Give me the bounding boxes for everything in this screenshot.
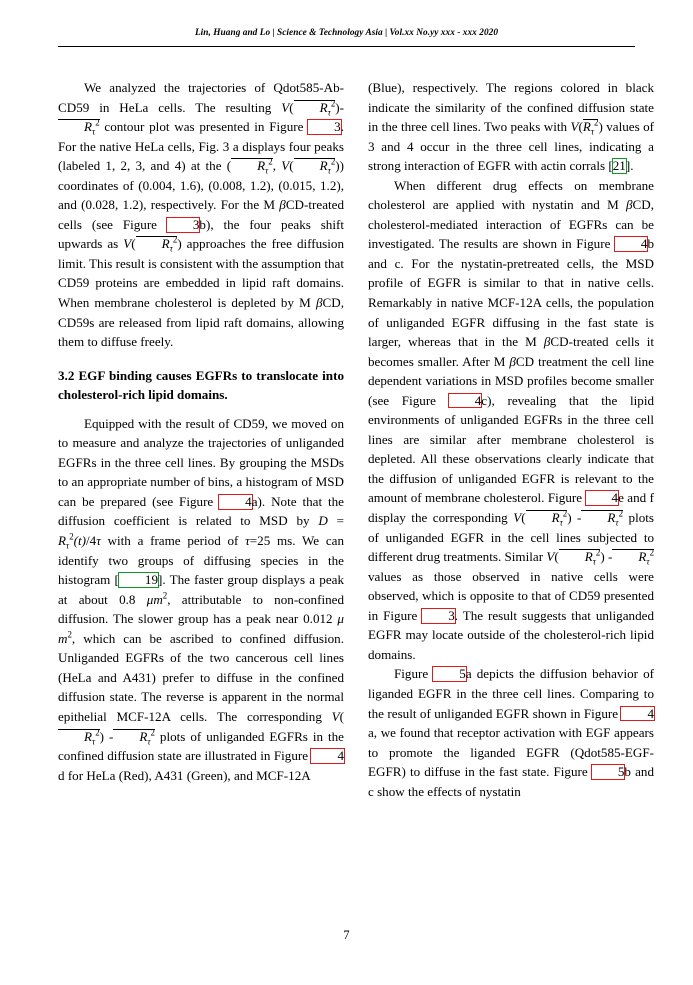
text-run: Equipped with the result of CD59, we moved on to measure and analyze the trajectories of unliganded EGFRs in the three cell lines. By grouping the MSDs to an appropriate number of bins, a histogram of MSD can be prepared (see Figure: [58, 415, 344, 509]
math-R: R: [319, 99, 328, 115]
math-exp: 2: [562, 508, 568, 519]
math-R: R: [582, 119, 591, 135]
math-tau: τ: [169, 243, 173, 254]
math-exp: 2: [150, 727, 155, 738]
text-run: contour plot was presented in Figure: [99, 119, 309, 135]
figure-reference-link[interactable]: 4: [620, 706, 655, 722]
math-tau: τ: [592, 556, 596, 567]
running-head-text: Lin, Huang and Lo | Science & Technology Asia | Vol.xx No.yy xxx - xxx 2020: [194, 28, 499, 38]
math-tau: τ: [327, 165, 331, 176]
math-exp: 2: [95, 117, 100, 128]
math-R: R: [58, 533, 66, 549]
text-run: b and c show the effects of nystatin: [368, 764, 654, 799]
page-number: 7: [343, 928, 350, 942]
math-tau: τ: [66, 540, 70, 551]
figure-reference-link[interactable]: 3: [421, 608, 456, 624]
figure-reference-link[interactable]: 4: [585, 490, 620, 506]
math-exp: 2: [268, 156, 273, 167]
text-run: CD-treated cells it becomes smaller. After M: [368, 334, 654, 369]
text-run: ]. The faster group displays a peak at about 0.8: [58, 572, 344, 607]
right-column: [368, 78, 654, 908]
text-run: (Blue), respectively. The regions colored in black indicate the similarity of the confined diffusion state in the three cell lines. Two peaks with: [368, 80, 654, 135]
text-run: ) values of 3 and 4 occur in the three cell lines, indicating a strong interaction of EGFR with actin corrals [: [368, 119, 654, 174]
math-V: V: [570, 119, 579, 135]
math-R: R: [139, 728, 148, 744]
body-columns: [58, 78, 655, 908]
text-run: d for HeLa (Red), A431 (Green), and MCF-12A: [58, 767, 311, 783]
text-run: CD, cholesterol-mediated interaction of EGFRs can be investigated. The results are shown in Figure: [368, 197, 654, 252]
text-run: ) approaches the free diffusion limit. This result is consistent with the assumption that CD59 proteins are embedded in lipid raft domains. When membrane cholesterol is depleted by M: [58, 236, 344, 311]
math-exp: 2: [95, 727, 100, 738]
text-run: ) -: [567, 510, 582, 526]
text-run: c), revealing that the lipid environments of unliganded EGFRs in the three cell lines are similar after membrane cholesterol is depleted. All these observations clearly indicate that the diffusion of unliganded EGFR is relevant to the amount of membrane cholesterol. Figure: [368, 392, 655, 506]
math-tau: τ: [265, 165, 269, 176]
section-heading-3-2: 3.2 EGF binding causes EGFRs to translocate into cholesterol-rich lipid domains.: [58, 367, 344, 403]
text-run: b), the four peaks shift upwards as: [58, 216, 344, 252]
math-R: R: [161, 236, 170, 252]
math-beta: β: [316, 295, 323, 311]
figure-reference-link[interactable]: 4: [614, 236, 649, 252]
text-run: , which can be ascribed to confined diffusion. Unliganded EGFRs of the two cancerous cell lines (HeLa and A431) prefer to diffuse in the confined diffusion state. The reverse is apparent in the normal epithelial MCF-12A cells. The corresponding: [58, 630, 344, 724]
text-run: plots of unliganded EGFRs in the confined diffusion state are illustrated in Figure: [58, 728, 344, 764]
math-tau: τ: [245, 533, 250, 549]
math-V: V: [546, 549, 555, 565]
math-mu: μ: [337, 611, 344, 627]
text-run: b and c. For the nystatin-pretreated cells, the MSD profile of EGFR is similar to that in native cells. Remarkably in native MCF-12A cells, the population of unliganded EGFR diffusing in the fast state is larger, whereas that in the M: [368, 236, 654, 350]
text-run: =: [327, 513, 344, 529]
math-V: V: [513, 510, 522, 526]
text-run: ) -: [600, 549, 613, 565]
text-run: a depicts the diffusion behavior of liganded EGFR in the three cell lines. Comparing to the result of unliganded EGFR shown in Figure: [368, 666, 654, 721]
text-run: ].: [625, 158, 634, 174]
math-exp: 2: [649, 547, 655, 558]
math-m: m: [58, 630, 68, 646]
math-exp: 2: [618, 508, 624, 519]
math-beta: β: [543, 334, 551, 350]
text-run: a, we found that receptor activation with EGF appears to promote the liganded EGFR (Qdot585-EGF-EGFR) to diffuse in the fast state. Figure: [368, 725, 654, 780]
figure-reference-link[interactable]: 3: [307, 119, 342, 135]
figure-reference-link[interactable]: 5: [591, 764, 626, 780]
math-exp: 2: [172, 235, 178, 246]
math-R: R: [84, 119, 92, 135]
math-beta: β: [279, 197, 286, 213]
math-R: R: [84, 728, 92, 744]
text-run: plots of unliganded EGFR in the cell lines subjected to different drug treatments. Similar: [368, 510, 655, 565]
text-run: =25 ms. We can identify two groups of diffusing species in the histogram [: [58, 533, 344, 588]
paragraph-actin-corrals: (Blue), respectively. The regions colored in black indicate the similarity of the confined diffusion state in the three cell lines. Two peaks with $V(R_\tau^2)$ values of 3 and 4 occur in the three cell lines, indicating a strong interaction of EGFR with actin corrals [21].: [368, 80, 654, 174]
text-run: )-: [335, 99, 344, 115]
math-exp: 2: [162, 590, 168, 601]
figure-reference-link[interactable]: 4: [448, 393, 483, 409]
text-run: ,: [272, 158, 282, 174]
math-tau: τ: [590, 126, 595, 137]
text-run: with a frame period of: [100, 533, 246, 549]
math-tau: τ: [92, 736, 96, 747]
math-beta: β: [509, 353, 516, 369]
math-D: D: [318, 513, 328, 529]
math-R: R: [638, 549, 647, 565]
citation-link[interactable]: 19: [118, 572, 159, 588]
text-run: e and f display the corresponding: [368, 490, 655, 526]
text-run: values as those observed in native cells were observed, which is opposite to that of CD59 presented in Figure: [368, 568, 654, 623]
math-exp: 2: [330, 98, 336, 109]
text-run: We analyzed the trajectories of Qdot585-Ab-CD59 in HeLa cells. The resulting: [58, 80, 344, 115]
math-tau: τ: [646, 556, 650, 567]
paragraph-cd59-analysis: We analyzed the trajectories of Qdot585-Ab-CD59 in HeLa cells. The resulting V( $R_\tau^2)-R_\tau^2$ contour plot was presented in Figure 3. For the native HeLa cells, Fig. 3 a displays four peaks (labeled 1, 2, 3, and 4) at the ( $R_\tau^2$, V( $R_\tau^2$)) coordinates of (0.004, 1.6), (0.008, 1.2), (0.015, 1.2), and (0.028, 1.2), respectively. For the M βCD-treated cells (see Figure 3b), the four peaks shift upwards as V( $R_\tau^2$) approaches the free diffusion limit. This result is consistent with the assumption that CD59 proteins are embedded in lipid raft domains. When membrane cholesterol is depleted by M βCD, CD59s are released from lipid raft domains, allowing them to diffuse freely.: [58, 80, 345, 350]
figure-reference-link[interactable]: 4: [218, 494, 253, 510]
paragraph-liganded-egfr: [368, 664, 654, 801]
text-run: a). Note that the diffusion coefficient is related to MSD by: [58, 493, 344, 529]
figure-reference-link[interactable]: 3: [166, 217, 201, 233]
math-micrometer: μm: [146, 591, 163, 607]
math-exp: 2: [330, 156, 336, 167]
math-V: V: [331, 708, 340, 724]
math-V: V: [281, 158, 290, 174]
text-run: . For the native HeLa cells, Fig. 3 a displays four peaks (labeled 1, 2, 3, and 4) at the (: [58, 119, 344, 174]
text-run: )) coordinates of (0.004, 1.6), (0.008, 1.2), (0.015, 1.2), and (0.028, 1.2), respectively. For the M: [58, 158, 345, 213]
math-R: R: [319, 158, 328, 174]
paragraph-drug-effects: When different drug effects on membrane cholesterol are applied with nystatin and M βCD, cholesterol-mediated interaction of EGFRs can be investigated. The results are shown in Figure 4b and c. For the nystatin-pretreated cells, the MSD profile of EGFR is similar to that in native cells. Remarkably in native MCF-12A cells, the population of unliganded EGFR diffusing in the fast state is larger, whereas that in the M βCD-treated cells it becomes smaller. After M βCD treatment the cell line dependent variations in MSD profiles become smaller (see Figure 4c), revealing that the lipid environments of unliganded EGFRs in the three cell lines are similar after membrane cholesterol is depleted. All these observations clearly indicate that the diffusion of unliganded EGFR is relevant to the amount of membrane cholesterol. Figure 4e and f display the corresponding V( $R_\tau^2) - R_\tau^2$ plots of unliganded EGFR in the cell lines subjected to different drug treatments. Similar V( $R_\tau^2) - R_\tau^2$ values as those observed in native cells were observed, which is opposite to that of CD59 presented in Figure 3. The result suggests that unliganded EGFR may locate outside of the cholesterol-rich lipid domains.: [368, 177, 655, 662]
text-run: . The result suggests that unliganded EGFR may locate outside of the cholesterol-rich lipid domains.: [368, 607, 654, 662]
figure-reference-link[interactable]: 5: [432, 666, 467, 682]
figure-reference-link[interactable]: 4: [310, 748, 345, 764]
math-tau: τ: [559, 517, 563, 528]
math-R: R: [257, 158, 266, 174]
text-run: CD, CD59s are released from lipid raft domains, allowing them to diffuse freely.: [58, 295, 344, 350]
text-run: When different drug effects on membrane cholesterol are applied with nystatin and M: [368, 177, 654, 213]
left-column: [58, 78, 344, 908]
math-R: R: [584, 549, 593, 565]
math-beta: β: [626, 197, 633, 213]
math-tau: τ: [92, 126, 96, 137]
citation-link[interactable]: 21: [612, 158, 626, 174]
paragraph-egfr-msd: Equipped with the result of CD59, we moved on to measure and analyze the trajectories of unliganded EGFRs in the three cell lines. By grouping the MSDs to an appropriate number of bins, a histogram of MSD can be prepared (see Figure 4a). Note that the diffusion coefficient is related to MSD by $D = R_\tau^2(t)/4\tau$ with a frame period of τ=25 ms. We can identify two groups of diffusing species in the histogram [ 19]. The faster group displays a peak at about 0.8 $\mu m^2$, attributable to non-confined diffusion. The slower group has a peak near 0.012 μ $m^2$, which can be ascribed to confined diffusion. Unliganded EGFRs of the two cancerous cell lines (HeLa and A431) prefer to diffuse in the confined diffusion state. The reverse is apparent in the normal epithelial MCF-12A cells. The corresponding $V(R_\tau^2) - R_\tau^2$ plots of unliganded EGFRs in the confined diffusion state are illustrated in Figure 4d for HeLa (Red), A431 (Green), and MCF-12A: [58, 415, 344, 783]
text-run: ) -: [99, 728, 114, 744]
math-tau: τ: [96, 533, 101, 549]
text-run: CD-treated cells (see Figure: [58, 197, 344, 232]
text-run: /4: [86, 533, 97, 549]
running-header: [58, 27, 635, 55]
header-rule: [58, 46, 635, 47]
math-V: V: [123, 236, 132, 252]
math-exp: 2: [69, 531, 74, 542]
math-R: R: [551, 510, 560, 526]
text-run: CD treatment the cell line dependent variations in MSD profiles become smaller (see Figure: [368, 353, 654, 408]
math-tau: τ: [327, 107, 331, 118]
math-exp: 2: [595, 547, 601, 558]
math-exp: 2: [67, 629, 72, 640]
math-exp: 2: [594, 117, 599, 128]
math-R: R: [607, 510, 616, 526]
math-t: (t): [73, 533, 86, 549]
math-tau: τ: [147, 736, 151, 747]
math-V: V: [281, 99, 290, 115]
text-run: , attributable to non-confined diffusion. The slower group has a peak near 0.012: [58, 591, 344, 627]
text-run: Figure: [394, 666, 434, 682]
math-tau: τ: [615, 517, 619, 528]
